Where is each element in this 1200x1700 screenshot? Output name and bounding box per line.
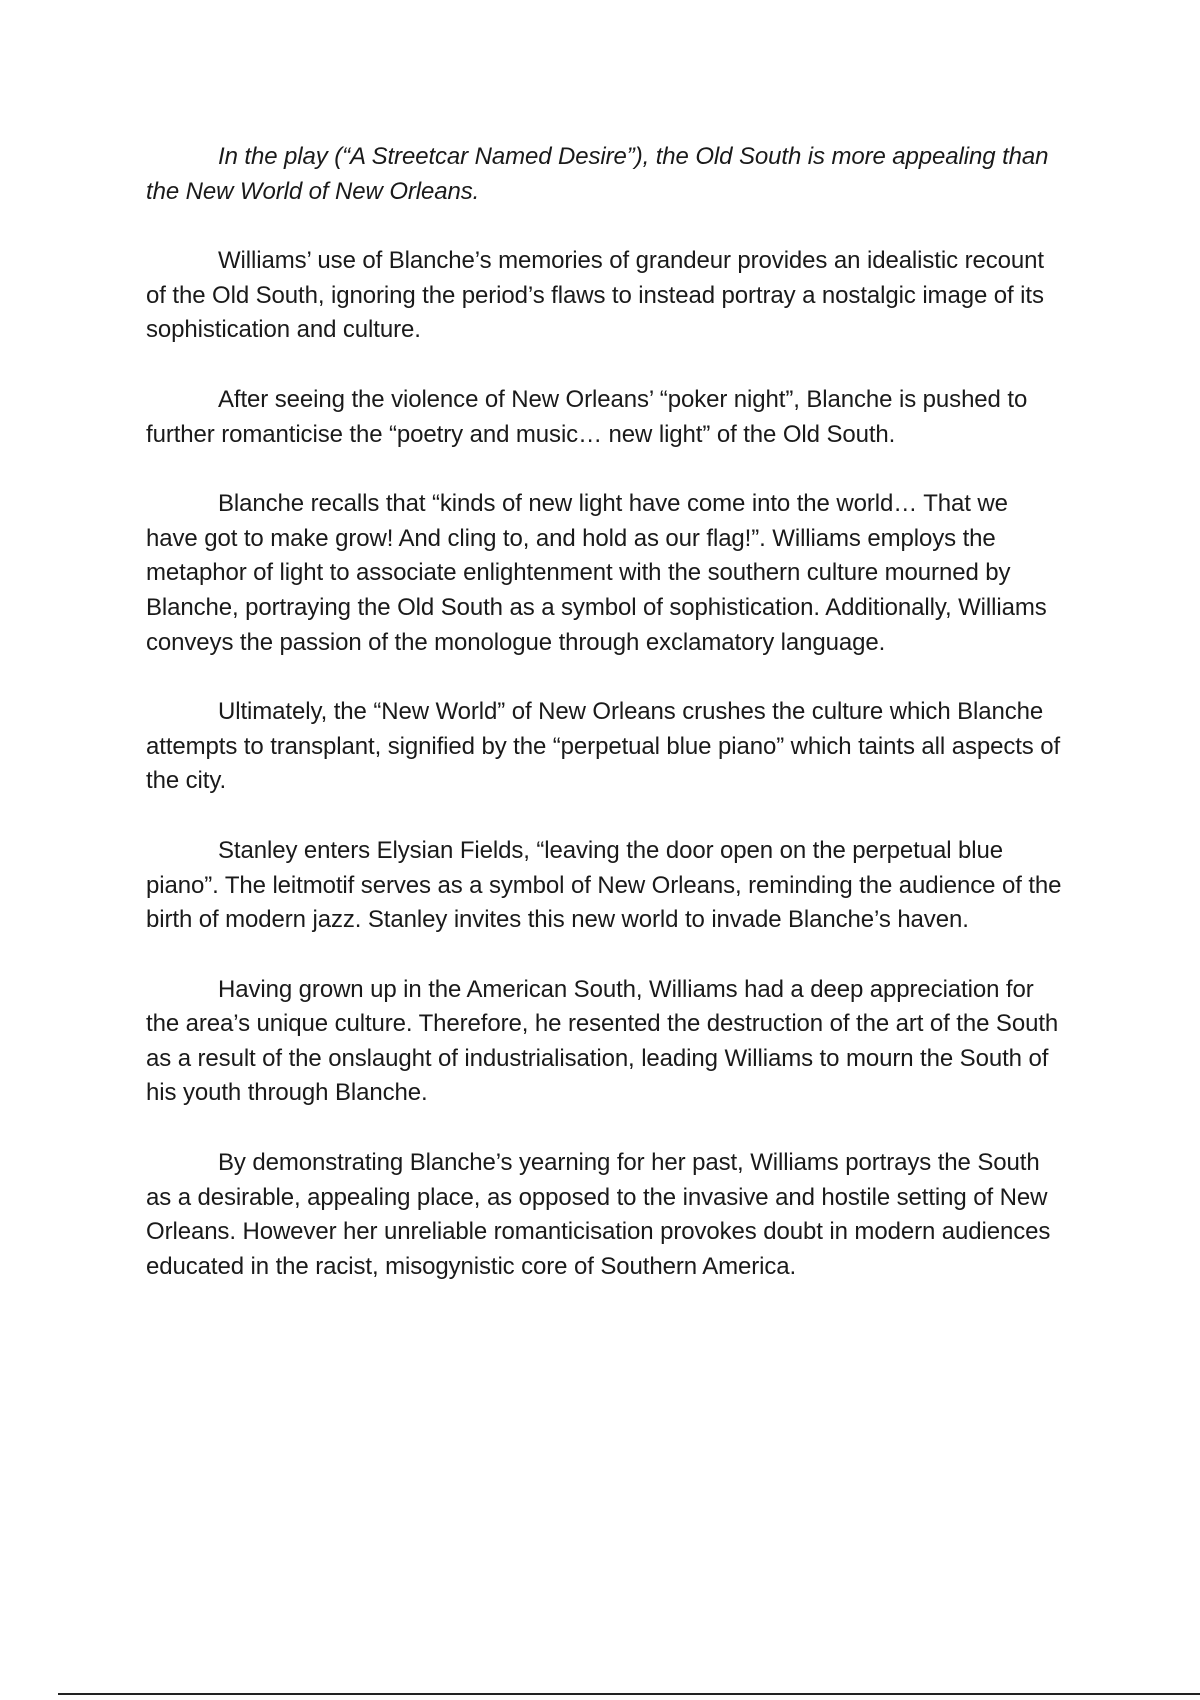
document-body	[146, 140, 1066, 1319]
paragraph-blue-piano: Stanley enters Elysian Fields, “leaving the door open on the perpetual blue piano”. The leitmotif serves as a symbol of New Orleans, reminding the audience of the birth of modern jazz. Stanley invites this new world to invade Blanche’s haven.	[146, 836, 1062, 934]
paragraph-williams-context: Having grown up in the American South, Williams had a deep appreciation for the area’s unique culture. Therefore, he resented the destruction of the art of the South as a result of the onslaught of industrialisation, leading Williams to mourn the South of his youth through Blanche.	[146, 975, 1059, 1107]
paragraph-new-world: Ultimately, the “New World” of New Orleans crushes the culture which Blanche attempts to transplant, signified by the “perpetual blue piano” which taints all aspects of the city.	[146, 698, 1061, 795]
paragraph-new-light-quote: Blanche recalls that “kinds of new light have come into the world… That we have got to make grow! And cling to, and hold as our flag!”. Williams employs the metaphor of light to associate enlightenment with the southern culture mourned by Blanche, portraying the Old South as a symbol of sophistication. Additionally, Williams conveys the passion of the monologue through exclamatory language.	[146, 490, 1047, 656]
paragraph-poker-night: After seeing the violence of New Orleans’ “poker night”, Blanche is pushed to further romanticise the “poetry and music… new light” of the Old South.	[146, 385, 1028, 448]
thesis-paragraph: In the play (“A Streetcar Named Desire”), the Old South is more appealing than the New World of New Orleans.	[146, 143, 1049, 205]
footer-divider	[58, 1693, 1200, 1695]
paragraph-conclusion: By demonstrating Blanche’s yearning for her past, Williams portrays the South as a desirable, appealing place, as opposed to the invasive and hostile setting of New Orleans. However her unreliable romanticisation provokes doubt in modern audiences educated in the racist, misogynistic core of Southern America.	[146, 1149, 1051, 1280]
paragraph-blanche-memories: Williams’ use of Blanche’s memories of grandeur provides an idealistic recount of the Old South, ignoring the period’s flaws to instead portray a nostalgic image of its sophistication and culture.	[146, 247, 1044, 344]
